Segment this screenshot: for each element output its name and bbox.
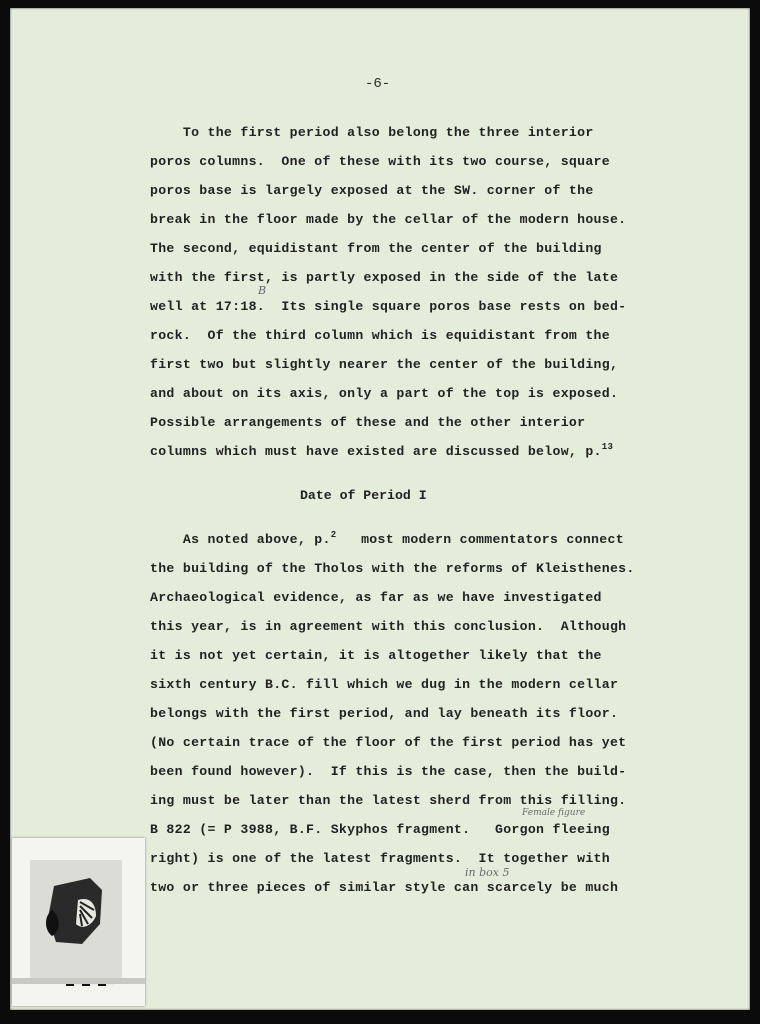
handwritten-note: Female figure — [522, 808, 586, 818]
text-line: right) is one of the latest fragments. It together with — [150, 851, 610, 866]
text-line-with-ref — [150, 532, 624, 547]
text-line: with the first, is partly exposed in the side of the late — [150, 270, 619, 285]
text-line: poros columns. One of these with its two course, square — [150, 154, 610, 169]
text-line: rock. Of the third column which is equidistant from the — [150, 328, 610, 343]
text-line: most modern commentators connect — [361, 532, 624, 547]
text-line: and about on its axis, only a part of the top is exposed. — [150, 386, 619, 401]
text-line: this year, is in agreement with this conclusion. Although — [150, 619, 627, 634]
text-line: break in the floor made by the cellar of the modern house. — [150, 212, 627, 227]
text-line: well at 17:18. Its single square poros base rests on bed- — [150, 299, 627, 314]
text-line: ing must be later than the latest sherd from this filling. — [150, 793, 627, 808]
text-line: Possible arrangements of these and the other interior — [150, 415, 586, 430]
page-ref: 2 — [330, 530, 337, 540]
paper-clip-edge — [12, 978, 145, 984]
handwritten-correction: B — [258, 284, 267, 297]
text-line: it is not yet certain, it is altogether likely that the — [150, 648, 602, 663]
text-line: (No certain trace of the floor of the first period has yet — [150, 735, 627, 750]
sherd-photo — [30, 860, 122, 978]
document-page — [10, 8, 750, 1010]
handwritten-note: in box 5 — [465, 866, 510, 879]
page-ref: 13 — [601, 442, 614, 452]
text-line: B 822 (= P 3988, B.F. Skyphos fragment. Gorgon fleeing — [150, 822, 610, 837]
sherd-image-icon — [30, 860, 122, 978]
text-line: sixth century B.C. fill which we dug in the modern cellar — [150, 677, 619, 692]
text-line: As noted above, p. — [150, 532, 331, 547]
attached-photo-card — [12, 838, 145, 1006]
section-heading: Date of Period I — [300, 488, 427, 503]
text-line: belongs with the first period, and lay beneath its floor. — [150, 706, 619, 721]
text-line: two or three pieces of similar style can scarcely be much — [150, 880, 619, 895]
text-line: To the first period also belong the three interior — [150, 125, 594, 140]
text-line: been found however). If this is the case, then the build- — [150, 764, 627, 779]
text-line: Archaeological evidence, as far as we have investigated — [150, 590, 602, 605]
text-line-with-ref — [150, 444, 613, 459]
text-line: The second, equidistant from the center of the building — [150, 241, 602, 256]
text-line: the building of the Tholos with the reforms of Kleisthenes. — [150, 561, 635, 576]
text-line: poros base is largely exposed at the SW. corner of the — [150, 183, 594, 198]
text-line: first two but slightly nearer the center of the building, — [150, 357, 619, 372]
text-line: columns which must have existed are discussed below, p. — [150, 444, 602, 459]
page-number: -6- — [365, 76, 391, 92]
